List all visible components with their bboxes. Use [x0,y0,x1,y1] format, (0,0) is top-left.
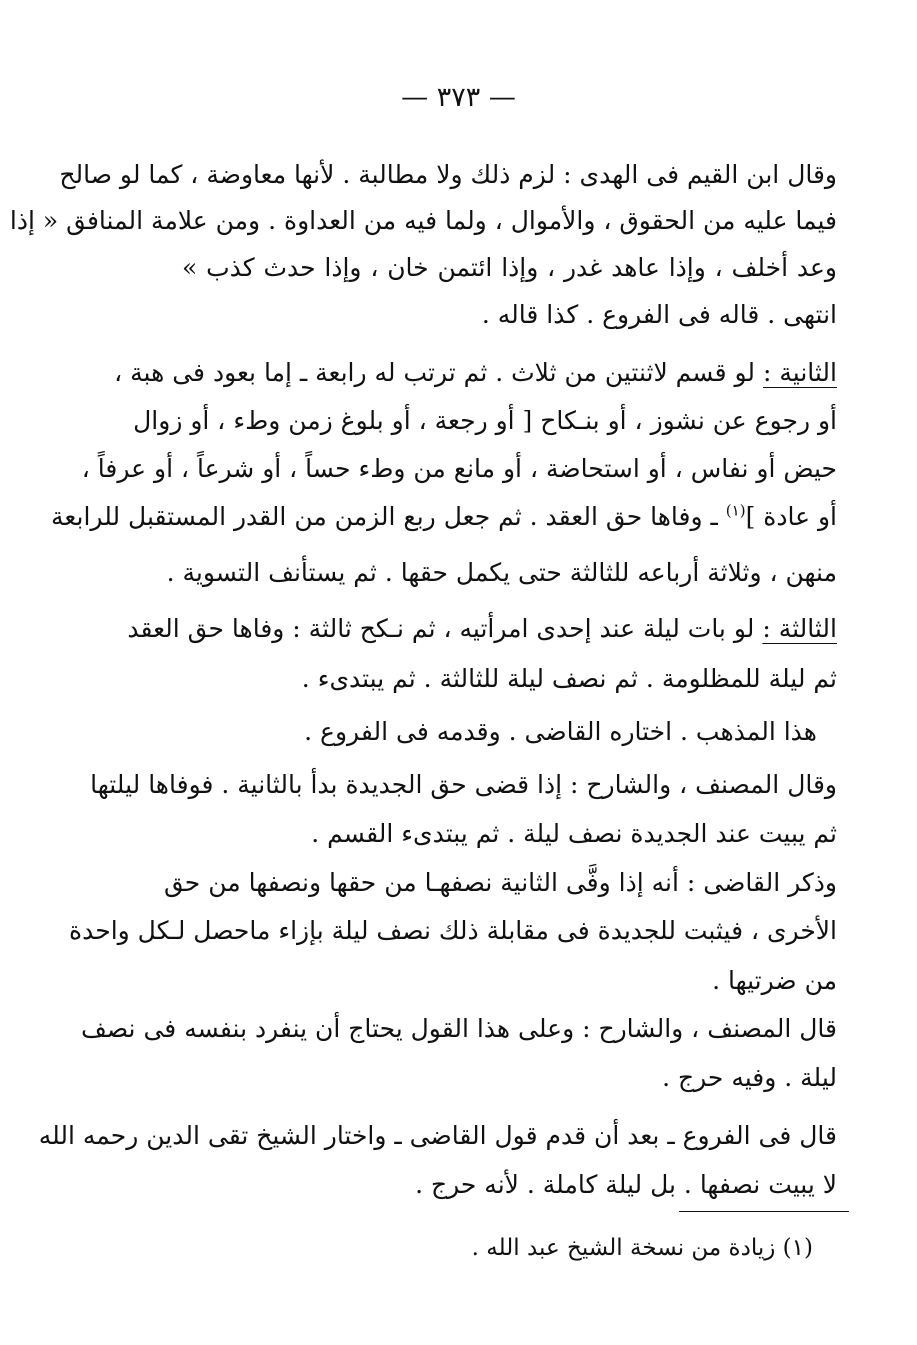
section-keyword-third: الثالثة : [762,614,837,643]
text-line: انتهى . قاله فى الفروع . كذا قاله . [481,300,837,329]
text-line: حيض أو نفاس ، أو استحاضة ، أو مانع من وطء حساً ، أو شرعاً ، أو عرفاً ، [81,454,837,483]
footnote-marker: (١) [725,501,746,520]
text-line: قال فى الفروع ـ بعد أن قدم قول القاضى ـ واختار الشيخ تقى الدين رحمه الله [38,1121,837,1150]
text-line: هذا المذهب . اختاره القاضى . وقدمه فى الفروع . [304,717,817,746]
text-line: وذكر القاضى : أنه إذا وفَّى الثانية نصفهـا من حقها ونصفها من حق [163,868,837,897]
text-line: فيما عليه من الحقوق ، والأموال ، ولما فيه من العداوة . ومن علامة المنافق « إذا [9,206,837,235]
text-line: قال المصنف ، والشارح : وعلى هذا القول يحتاج أن ينفرد بنفسه فى نصف [81,1014,837,1043]
text-line: الأخرى ، فيثبت للجديدة فى مقابلة ذلك نصف ليلة بإزاء ماحصل لـكل واحدة [69,916,837,945]
text-line [51,497,837,537]
text-line: ليلة . وفيه حرج . [662,1063,837,1092]
text-line: وعد أخلف ، وإذا عاهد غدر ، وإذا ائتمن خان ، وإذا حدث كذب » [182,253,837,282]
text-line: أو رجوع عن نشوز ، أو بنـكاح [ أو رجعة ، أو بلوغ زمن وطء ، أو زوال [133,406,837,435]
footnote-divider [679,1211,849,1212]
text-line: منهن ، وثلاثة أرباعه للثالثة حتى يكمل حقها . ثم يستأنف التسوية . [166,558,837,587]
text-line-start: أو عادة ] [745,502,837,531]
text-line-content: لو قسم لاثنتين من ثلاث . ثم ترتب له رابعة ـ إما بعود فى هبة ، [114,358,756,387]
text-line: من ضرتيها . [712,966,837,995]
footnote: (١) زيادة من نسخة الشيخ عبد الله . [471,1235,813,1261]
section-keyword-second: الثانية : [763,358,837,387]
text-line [127,609,837,649]
page-number: — ٣٧٣ — [401,82,516,113]
text-line: ثم يبيت عند الجديدة نصف ليلة . ثم يبتدىء القسم . [311,819,837,848]
text-line: لا يبيت نصفها . بل ليلة كاملة . لأنه حرج . [415,1170,837,1199]
text-line-content: ـ وفاها حق العقد . ثم جعل ربع الزمن من القدر المستقبل للرابعة [51,502,718,531]
text-line: ثم ليلة للمظلومة . ثم نصف ليلة للثالثة . ثم يبتدىء . [301,664,837,693]
text-line: وقال المصنف ، والشارح : إذا قضى حق الجديدة بدأ بالثانية . فوفاها ليلتها [90,770,837,799]
text-line-content: لو بات ليلة عند إحدى امرأتيه ، ثم نـكح ثالثة : وفاها حق العقد [127,614,755,643]
text-line [114,353,837,393]
text-line: وقال ابن القيم فى الهدى : لزم ذلك ولا مطالبة . لأنها معاوضة ، كما لو صالح [59,160,837,189]
